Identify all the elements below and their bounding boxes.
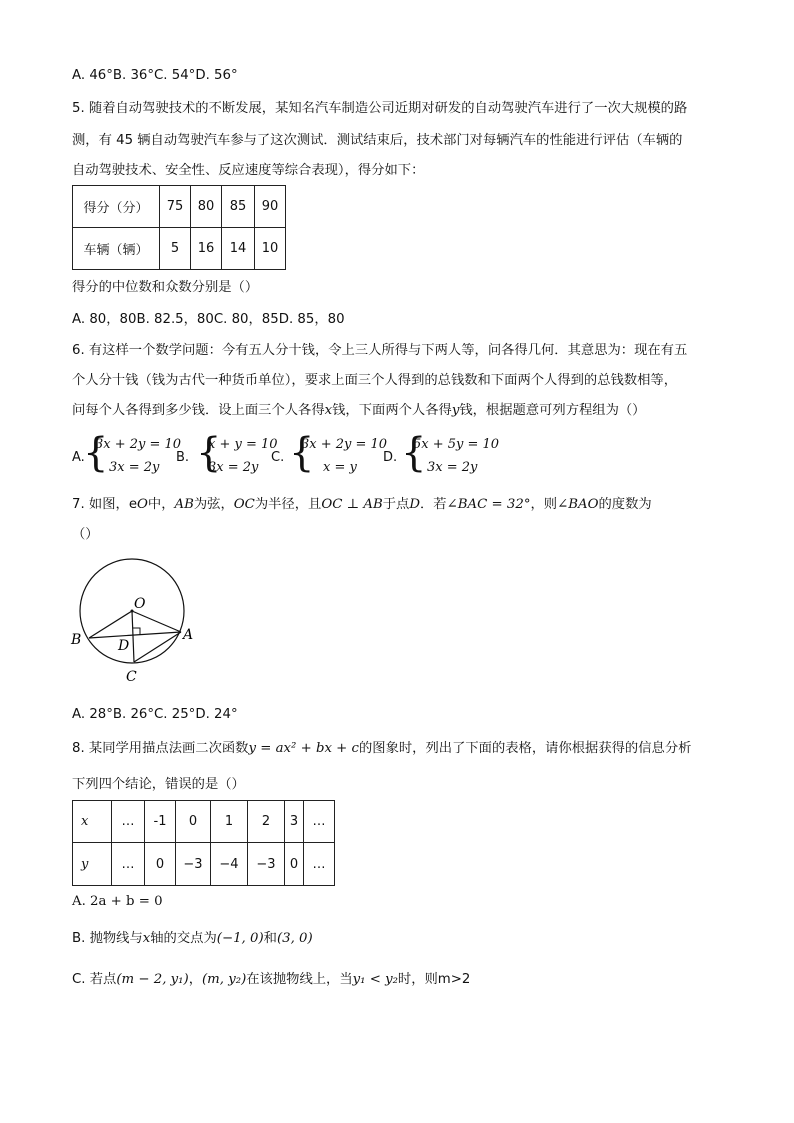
q8-value-table — [72, 800, 335, 886]
right-angle-mark — [133, 628, 140, 635]
circle-geometry-figure — [68, 558, 198, 688]
q6-option-d-label: D. — [383, 450, 398, 465]
q7-text: 为弦， — [193, 497, 234, 512]
q7-text: 于点 — [382, 497, 410, 512]
q8-line2: 下列四个结论，错误的是（） — [72, 777, 245, 792]
table-row — [73, 801, 335, 843]
q6-system-a — [95, 433, 181, 479]
equation: 3x = 2y — [109, 460, 160, 475]
label-b: B — [71, 632, 82, 648]
q8-text: 的图象时，列出了下面的表格，请你根据获得的信息分析 — [359, 741, 692, 756]
equation: x = y — [323, 460, 357, 475]
table-cell: x — [73, 801, 112, 843]
table-cell: -1 — [145, 801, 176, 843]
math-point: (m − 2, y₁) — [116, 972, 189, 987]
q6-system-b — [208, 433, 278, 479]
table-cell: 2 — [248, 801, 285, 843]
brace-icon: { — [401, 430, 427, 476]
segment-ca — [134, 632, 181, 662]
math-inequality: y₁ < y₂ — [352, 972, 398, 987]
table-cell: 1 — [211, 801, 248, 843]
math-d: D — [409, 497, 421, 512]
table-cell: 得分（分） — [73, 186, 160, 228]
brace-icon: { — [196, 430, 222, 476]
table-row — [73, 843, 335, 886]
q8-text: 8. 某同学用描点法画二次函数 — [72, 741, 249, 756]
q8-option-a — [72, 892, 163, 912]
label-a: A — [183, 627, 194, 643]
brace-icon: { — [83, 430, 109, 476]
q7-line2: （） — [72, 527, 99, 542]
q6-line3 — [72, 401, 645, 421]
q6-option-c-label: C. — [271, 450, 285, 465]
q6-line1: 6. 有这样一个数学问题：今有五人分十钱，令上三人所得与下两人等，问各得几何．其意思为：现在有五 — [72, 343, 688, 358]
table-cell: 75 — [160, 186, 191, 228]
q4-options: A. 46°B. 36°C. 54°D. 56° — [72, 68, 238, 83]
q7-text: 的度数为 — [598, 497, 652, 512]
equation: 3x + 2y = 10 — [95, 437, 182, 452]
label-d: D — [118, 638, 130, 654]
q8-text: B. 抛物线与 — [72, 931, 143, 946]
q7-line1 — [72, 495, 652, 515]
math-point: (−1, 0) — [216, 931, 264, 946]
math-angle-bao: ∠BAO — [557, 497, 599, 512]
table-cell: −3 — [176, 843, 211, 886]
var-y: y — [451, 403, 460, 418]
equation: 3x = 2y — [427, 460, 478, 475]
q5-options: A. 80，80B. 82.5，80C. 80，85D. 85，80 — [72, 312, 345, 327]
var-x: x — [142, 931, 151, 946]
math-o: O — [137, 497, 148, 512]
q5-line3: 自动驾驶技术、安全性、反应速度等综合表现），得分如下： — [72, 163, 425, 178]
equation: 3x + 2y = 10 — [301, 437, 388, 452]
math-point: (m, y₂) — [201, 972, 247, 987]
table-cell: … — [304, 801, 335, 843]
segment-bo — [89, 611, 132, 638]
label-c: C — [126, 669, 137, 685]
q8-text: C. 若点 — [72, 972, 117, 987]
q6-line3-part: 问每个人各得到多少钱．设上面三个人各得 — [72, 403, 325, 418]
equation: x + y = 10 — [208, 437, 278, 452]
table-cell: 14 — [222, 228, 255, 270]
math-option-a: A. 2a + b = 0 — [72, 894, 163, 909]
segment-oa — [132, 611, 181, 632]
q6-option-b-label: B. — [176, 450, 190, 465]
var-x: x — [324, 403, 333, 418]
q8-text: 在该抛物线上，当 — [246, 972, 353, 987]
q7-text: 中， — [147, 497, 175, 512]
q6-option-a-label: A. — [72, 450, 85, 465]
table-cell: 80 — [191, 186, 222, 228]
q7-text: ，则 — [530, 497, 558, 512]
table-cell: 10 — [255, 228, 286, 270]
math-point: (3, 0) — [276, 931, 313, 946]
radius-oc — [132, 611, 134, 662]
equation: 5x + 5y = 10 — [413, 437, 500, 452]
q6-line3-part: 钱，下面两个人各得 — [332, 403, 452, 418]
q5-line2: 测，有 45 辆自动驾驶汽车参与了这次测试．测试结束后，技术部门对每辆汽车的性能进行评估（车辆的 — [72, 133, 683, 148]
chord-ab — [89, 632, 181, 638]
q7-text: ．若 — [420, 497, 447, 512]
q5-question: 得分的中位数和众数分别是（） — [72, 280, 259, 295]
q8-option-b — [72, 929, 313, 949]
table-cell: 0 — [285, 843, 304, 886]
table-cell: 车辆（辆） — [73, 228, 160, 270]
math-angle-bac: ∠BAC = 32° — [446, 497, 531, 512]
q7-options: A. 28°B. 26°C. 25°D. 24° — [72, 707, 238, 722]
q6-system-d — [413, 433, 499, 479]
brace-icon: { — [289, 430, 315, 476]
table-cell: … — [112, 801, 145, 843]
table-row — [73, 186, 286, 228]
q8-text: ， — [188, 972, 202, 987]
table-row — [73, 228, 286, 270]
table-cell: 90 — [255, 186, 286, 228]
table-cell: −3 — [248, 843, 285, 886]
math-oc: OC — [233, 497, 255, 512]
table-cell: … — [112, 843, 145, 886]
q8-line1 — [72, 739, 691, 759]
table-cell: 5 — [160, 228, 191, 270]
table-cell: 0 — [176, 801, 211, 843]
q7-text: 为半径，且 — [254, 497, 322, 512]
table-cell: −4 — [211, 843, 248, 886]
equation: 3x = 2y — [208, 460, 259, 475]
table-cell: … — [304, 843, 335, 886]
label-o: O — [134, 596, 146, 612]
table-cell: 0 — [145, 843, 176, 886]
q6-line3-part: 钱，根据题意可列方程组为（） — [459, 403, 646, 418]
table-cell: 3 — [285, 801, 304, 843]
q5-score-table — [72, 185, 286, 270]
table-cell: 16 — [191, 228, 222, 270]
q7-text: 7. 如图， — [72, 497, 129, 512]
table-cell: y — [73, 843, 112, 886]
q8-option-c — [72, 970, 470, 990]
q8-text: 轴的交点为 — [150, 931, 217, 946]
q6-line2: 个人分十钱（钱为古代一种货币单位），要求上面三个人得到的总钱数和下面两个人得到的总钱数相等， — [72, 373, 678, 388]
math-quadratic: y = ax² + bx + c — [248, 741, 359, 756]
q8-text: 和 — [263, 931, 277, 946]
math-perp: OC ⊥ AB — [321, 497, 383, 512]
q8-text: 时，则m>2 — [397, 972, 471, 987]
math-ab: AB — [174, 497, 194, 512]
q6-system-c — [301, 433, 387, 479]
table-cell: 85 — [222, 186, 255, 228]
q5-line1: 5. 随着自动驾驶技术的不断发展，某知名汽车制造公司近期对研发的自动驾驶汽车进行了一次大规模的路 — [72, 101, 688, 116]
circle-symbol: e — [128, 497, 137, 512]
